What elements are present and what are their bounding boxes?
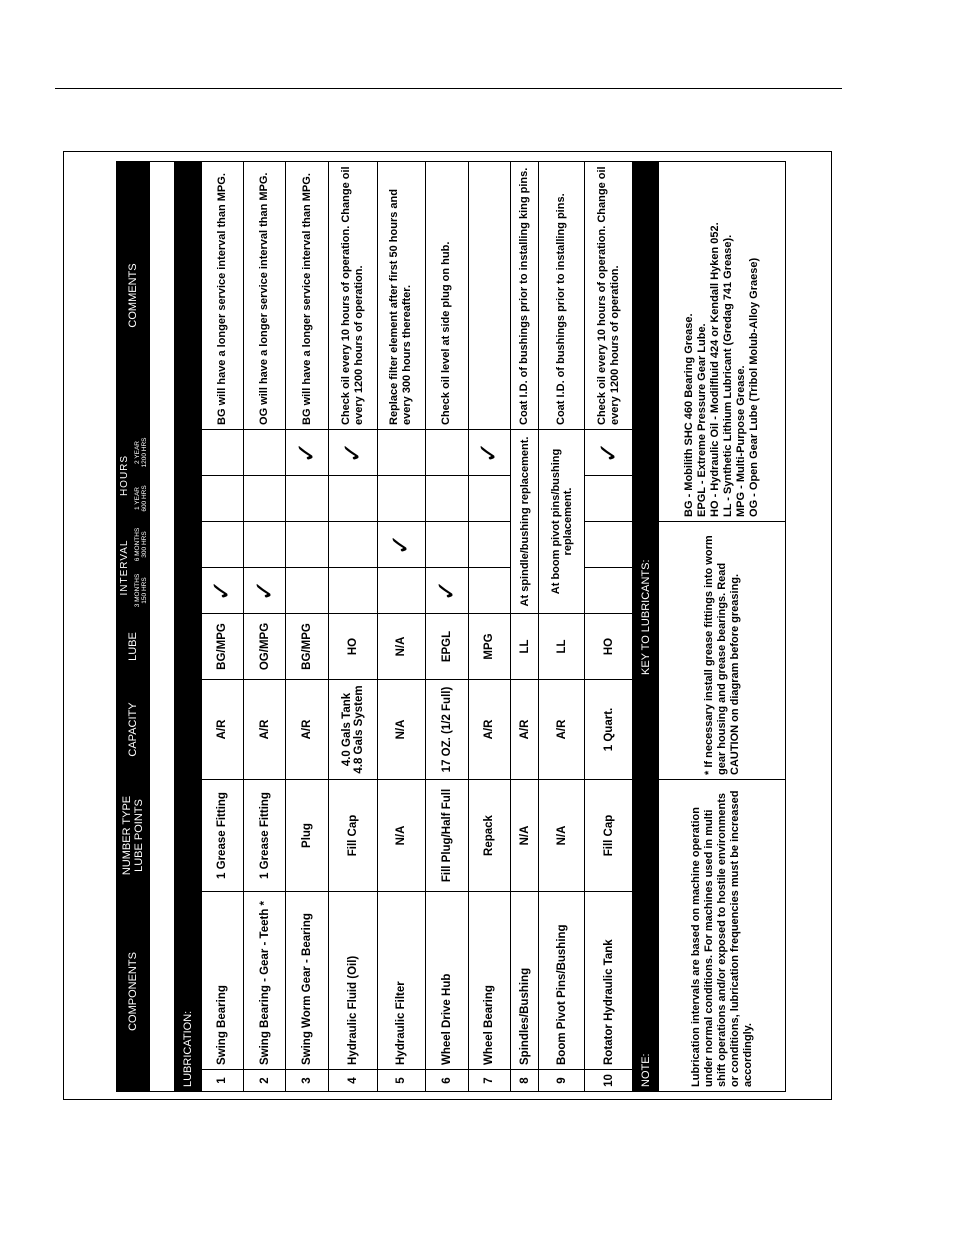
header-hours: HOURS xyxy=(117,429,133,521)
header-6-months-label: 6 MONTHS xyxy=(134,527,141,562)
capacity-value: 4.0 Gals Tank xyxy=(340,692,353,767)
header-interval: INTERVAL xyxy=(117,521,133,613)
check-mark-icon: ✓ xyxy=(291,441,322,464)
spacer-cell xyxy=(150,161,175,1091)
lube-points-cell: N/A xyxy=(377,780,426,892)
lube-cell: BG/MPG xyxy=(201,614,243,680)
key-item: EPGL - Extreme Pressure Gear Lube. xyxy=(696,323,709,517)
header-1-year-hrs: 600 HRS xyxy=(141,485,148,512)
table-row xyxy=(328,161,377,1091)
header-6-months xyxy=(133,521,150,567)
key-label: KEY TO LUBRICANTS: xyxy=(633,161,659,679)
interval-2yr-cell xyxy=(377,429,426,475)
table-row xyxy=(468,161,510,1091)
capacity-value: N/A xyxy=(395,719,408,740)
header-capacity: CAPACITY xyxy=(117,680,150,780)
row-number: 9 xyxy=(539,1070,585,1092)
capacity-cell xyxy=(328,680,377,780)
component-cell: Hydraulic Fluid (Oil) xyxy=(328,892,377,1070)
interval-3mo-cell xyxy=(584,568,633,614)
capacity-value: A/R xyxy=(518,719,531,740)
lubrication-chart xyxy=(116,162,786,1092)
table-row xyxy=(377,161,426,1091)
interval-6mo-cell xyxy=(584,521,633,567)
comments-cell: Replace filter element after first 50 hours and every 300 hours thereafter. xyxy=(377,161,426,429)
interval-2yr-cell xyxy=(328,429,377,475)
capacity-cell xyxy=(539,680,585,780)
lubrication-table xyxy=(116,161,786,1092)
note-label: NOTE: xyxy=(633,680,659,1092)
capacity-value: 17 OZ. (1/2 Full) xyxy=(440,686,453,773)
header-3-months-label: 3 MONTHS xyxy=(134,573,141,608)
interval-1yr-cell xyxy=(244,475,286,521)
header-2-year-label: 2 YEAR xyxy=(134,440,141,464)
capacity-value: A/R xyxy=(483,719,496,740)
comments-cell: Check oil every 10 hours of operation. Change oil every 1200 hours of operation. xyxy=(328,161,377,429)
header-comments: COMMENTS xyxy=(117,161,150,429)
row-number: 3 xyxy=(286,1070,328,1092)
capacity-value: A/R xyxy=(216,719,229,740)
header-lube: LUBE xyxy=(117,614,150,680)
lube-cell: MPG xyxy=(468,614,510,680)
note-header-row xyxy=(633,161,659,1091)
interval-2yr-cell xyxy=(201,429,243,475)
interval-1yr-cell xyxy=(468,475,510,521)
row-number: 6 xyxy=(426,1070,468,1092)
interval-3mo-cell xyxy=(328,568,377,614)
lube-cell: BG/MPG xyxy=(286,614,328,680)
asterisk-note: * If necessary install grease fittings into worm gear housing and grease bearings. Read CAUTION on diagram before greasing. xyxy=(659,521,786,779)
component-cell: Wheel Bearing xyxy=(468,892,510,1070)
component-cell: Spindles/Bushing xyxy=(510,892,538,1070)
capacity-value: A/R xyxy=(301,719,314,740)
row-number: 8 xyxy=(510,1070,538,1092)
lube-points-cell: Repack xyxy=(468,780,510,892)
header-2-year-hrs: 1200 HRS xyxy=(141,437,148,468)
check-mark-icon: ✓ xyxy=(248,579,279,602)
interval-6mo-cell xyxy=(426,521,468,567)
interval-3mo-cell xyxy=(244,568,286,614)
section-row xyxy=(175,161,202,1091)
capacity-value: A/R xyxy=(555,719,568,740)
interval-1yr-cell xyxy=(377,475,426,521)
check-mark-icon: ✓ xyxy=(473,441,504,464)
lube-cell: HO xyxy=(328,614,377,680)
interval-1yr-cell xyxy=(426,475,468,521)
lube-points-cell: 1 Grease Fitting xyxy=(201,780,243,892)
table-row xyxy=(244,161,286,1091)
key-item: HO - Hydraulic Oil - Modilfluid 424 or Kendall Hyken 052. xyxy=(709,222,722,517)
interval-6mo-cell xyxy=(377,521,426,567)
top-rule xyxy=(55,88,842,89)
check-mark-icon: ✓ xyxy=(592,441,623,464)
lube-cell: N/A xyxy=(377,614,426,680)
capacity-cell xyxy=(377,680,426,780)
interval-6mo-cell xyxy=(244,521,286,567)
interval-2yr-cell xyxy=(468,429,510,475)
interval-2yr-cell xyxy=(584,429,633,475)
comments-cell: Coat I.D. of bushings prior to installing king pins. xyxy=(510,161,538,429)
key-item: OG - Open Gear Lube (Tribol Molub-Alloy Graese) xyxy=(748,257,761,517)
check-mark-icon: ✓ xyxy=(385,533,416,556)
interval-note-cell: At spindle/bushing replacement. xyxy=(510,429,538,613)
header-number-type-line2: LUBE POINTS xyxy=(133,799,145,872)
note-text: Lubrication intervals are based on machine operation under normal conditions. For machines used in multi shift operations and/or exposed to hostile environments or conditions, lubrication frequencies must be increased accordingly. xyxy=(659,780,786,1092)
lube-points-cell: Fill Plug/Half Full xyxy=(426,780,468,892)
interval-1yr-cell xyxy=(201,475,243,521)
table-row xyxy=(510,161,538,1091)
comments-cell: BG will have a longer service interval than MPG. xyxy=(286,161,328,429)
key-item: BG - Mobilith SHC 460 Bearing Grease. xyxy=(683,313,696,517)
component-cell: Rotator Hydraulic Tank xyxy=(584,892,633,1070)
section-label: LUBRICATION: xyxy=(175,161,202,1091)
interval-6mo-cell xyxy=(328,521,377,567)
component-cell: Swing Bearing xyxy=(201,892,243,1070)
row-number: 10 xyxy=(584,1070,633,1092)
row-number: 4 xyxy=(328,1070,377,1092)
capacity-value: A/R xyxy=(258,719,271,740)
lube-cell: OG/MPG xyxy=(244,614,286,680)
header-6-months-hrs: 300 HRS xyxy=(141,531,148,558)
note-row xyxy=(659,161,786,1091)
header-row xyxy=(117,161,133,1091)
table-row xyxy=(201,161,243,1091)
comments-cell: Check oil level at side plug on hub. xyxy=(426,161,468,429)
capacity-cell xyxy=(468,680,510,780)
check-mark-icon: ✓ xyxy=(336,441,367,464)
lube-points-cell: N/A xyxy=(510,780,538,892)
lube-points-cell: Plug xyxy=(286,780,328,892)
lube-cell: HO xyxy=(584,614,633,680)
key-item: LL - Synthetic Lithium Lubricant (Gredag 741 Grease). xyxy=(722,234,735,517)
header-3-months xyxy=(133,568,150,614)
interval-note-cell: At boom pivot pins/bushing replacement. xyxy=(539,429,585,613)
lube-cell: LL xyxy=(539,614,585,680)
capacity-cell xyxy=(286,680,328,780)
row-number: 7 xyxy=(468,1070,510,1092)
interval-3mo-cell xyxy=(201,568,243,614)
interval-6mo-cell xyxy=(468,521,510,567)
interval-2yr-cell xyxy=(286,429,328,475)
key-list xyxy=(683,166,761,517)
capacity-value: 1 Quart. xyxy=(602,707,615,752)
interval-1yr-cell xyxy=(584,475,633,521)
interval-2yr-cell xyxy=(426,429,468,475)
interval-3mo-cell xyxy=(426,568,468,614)
header-1-year xyxy=(133,475,150,521)
lube-points-cell: N/A xyxy=(539,780,585,892)
key-list-cell xyxy=(659,161,786,521)
comments-cell xyxy=(468,161,510,429)
table-row xyxy=(539,161,585,1091)
capacity-cell xyxy=(201,680,243,780)
component-cell: Swing Worm Gear - Bearing xyxy=(286,892,328,1070)
component-cell: Boom Pivot Pins/Bushing xyxy=(539,892,585,1070)
capacity-value-2: 4.8 Gals System xyxy=(352,685,365,774)
comments-cell: BG will have a longer service interval than MPG. xyxy=(201,161,243,429)
spacer-row xyxy=(150,161,175,1091)
capacity-cell xyxy=(584,680,633,780)
comments-cell: Check oil every 10 hours of operation. Change oil every 1200 hours of operation. xyxy=(584,161,633,429)
check-mark-icon: ✓ xyxy=(430,579,461,602)
lube-points-cell: 1 Grease Fitting xyxy=(244,780,286,892)
component-cell: Wheel Drive Hub xyxy=(426,892,468,1070)
interval-1yr-cell xyxy=(328,475,377,521)
interval-3mo-cell xyxy=(468,568,510,614)
comments-cell: OG will have a longer service interval than MPG. xyxy=(244,161,286,429)
row-number: 2 xyxy=(244,1070,286,1092)
table-row xyxy=(286,161,328,1091)
interval-1yr-cell xyxy=(286,475,328,521)
lube-cell: LL xyxy=(510,614,538,680)
row-number: 5 xyxy=(377,1070,426,1092)
check-mark-icon: ✓ xyxy=(206,579,237,602)
header-number-type xyxy=(117,780,150,892)
interval-3mo-cell xyxy=(377,568,426,614)
capacity-cell xyxy=(426,680,468,780)
lube-cell: EPGL xyxy=(426,614,468,680)
header-3-months-hrs: 150 HRS xyxy=(141,577,148,604)
header-1-year-label: 1 YEAR xyxy=(134,486,141,510)
component-cell: Hydraulic Filter xyxy=(377,892,426,1070)
interval-2yr-cell xyxy=(244,429,286,475)
table-row xyxy=(426,161,468,1091)
interval-3mo-cell xyxy=(286,568,328,614)
lube-points-cell: Fill Cap xyxy=(584,780,633,892)
comments-cell: Coat I.D. of bushings prior to installing pins. xyxy=(539,161,585,429)
table-row xyxy=(584,161,633,1091)
header-2-year xyxy=(133,429,150,475)
interval-6mo-cell xyxy=(286,521,328,567)
capacity-cell xyxy=(510,680,538,780)
capacity-cell xyxy=(244,680,286,780)
component-cell: Swing Bearing - Gear - Teeth * xyxy=(244,892,286,1070)
lube-points-cell: Fill Cap xyxy=(328,780,377,892)
interval-6mo-cell xyxy=(201,521,243,567)
header-number-type-line1: NUMBER TYPE xyxy=(121,795,133,876)
key-item: MPG - Multi-Purpose Grease. xyxy=(735,365,748,517)
header-components: COMPONENTS xyxy=(117,892,150,1092)
row-number: 1 xyxy=(201,1070,243,1092)
